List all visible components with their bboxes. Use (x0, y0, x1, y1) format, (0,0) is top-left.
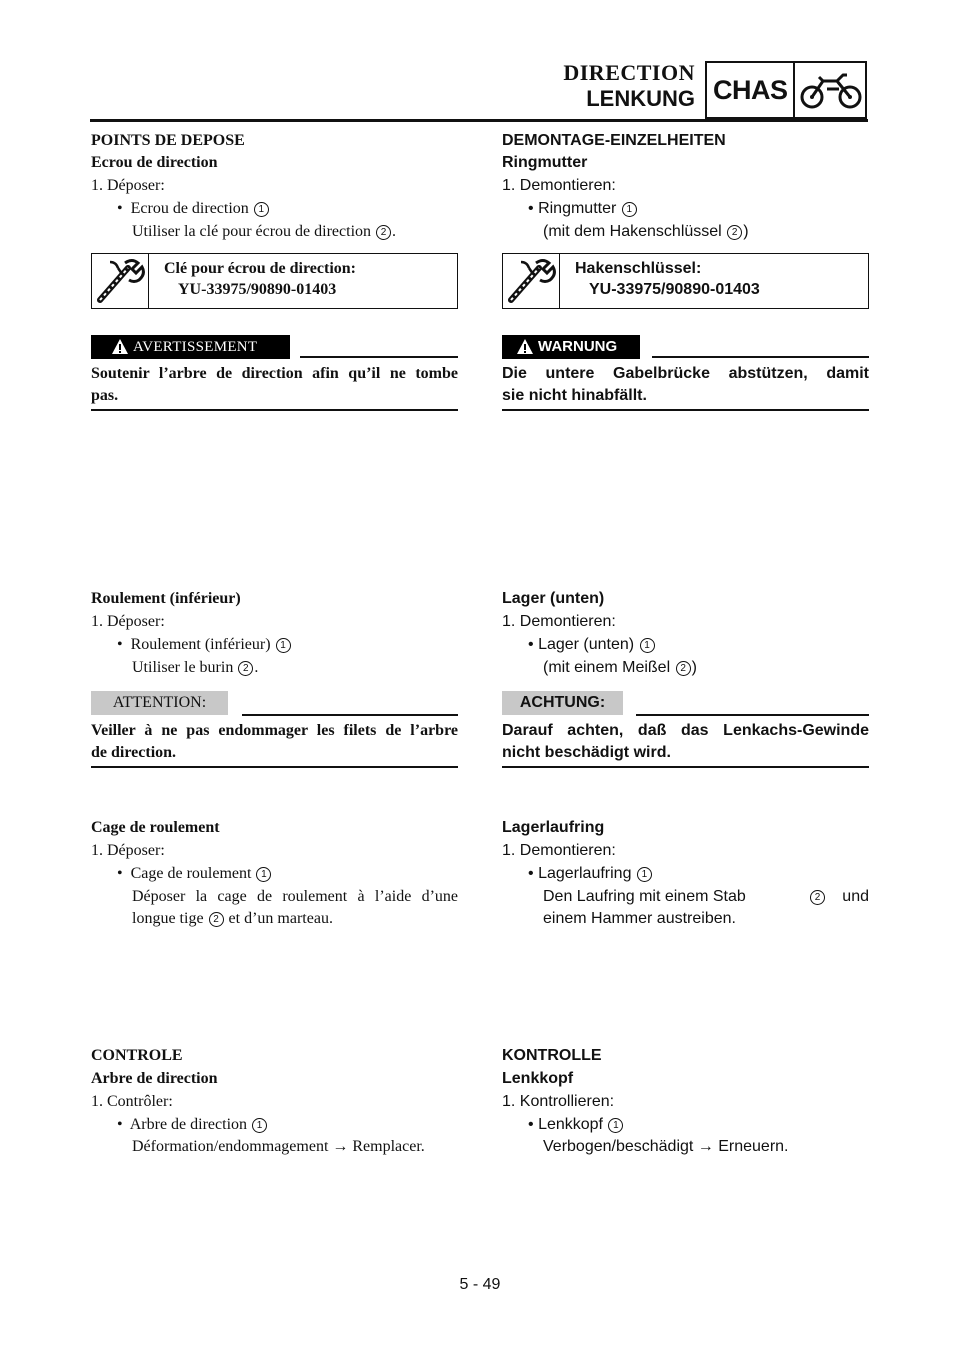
callout-2: 2 (810, 890, 825, 905)
callout-1: 1 (254, 202, 269, 217)
de-attention-text-line1: Darauf achten, daß das Lenkachs-Gewinde (502, 722, 869, 739)
de-warning-title: WARNUNG (538, 338, 618, 355)
de-warning-rule-top (652, 356, 869, 358)
wrench-icon (503, 254, 559, 308)
de-attention-label: ACHTUNG: (502, 691, 623, 715)
chas-badge (705, 61, 867, 119)
fr-item-ecrou: Ecrou de direction (130, 200, 249, 217)
de-bullet-item-4 (528, 1114, 624, 1136)
de-note-text: Den Laufring mit einem Stab (543, 888, 746, 905)
de-special-tool-box (502, 253, 869, 309)
fr-attention-rule-top (242, 714, 458, 716)
fr-warning-text-line2: pas. (91, 387, 119, 404)
bullet: • (528, 1116, 534, 1133)
de-note (543, 221, 749, 243)
de-bullet-item-2 (528, 634, 656, 656)
de-step-2: 1. Demontieren: (502, 613, 616, 630)
de-warning-label (502, 335, 640, 359)
fr-tool-name: Clé pour écrou de direction: (164, 260, 356, 277)
callout-1: 1 (256, 867, 271, 882)
callout-1: 1 (252, 1118, 267, 1133)
bullet: • (117, 865, 123, 882)
fr-item-cage: Cage de roulement (130, 865, 252, 882)
chas-badge-label: CHAS (713, 75, 788, 105)
header-title-fr: DIRECTION (563, 60, 695, 85)
bullet: • (117, 1116, 123, 1133)
de-note-text: (mit einem Meißel (543, 659, 671, 676)
fr-item-roulement: Roulement (inférieur) (130, 636, 271, 653)
period: . (254, 659, 259, 676)
bullet: • (528, 200, 534, 217)
de-note-4: Verbogen/beschädigt → Erneuern. (543, 1138, 789, 1155)
fr-attention-text-line2: de direction. (91, 744, 177, 761)
callout-1: 1 (637, 867, 652, 882)
de-step-3: 1. Demontieren: (502, 842, 616, 859)
wrench-icon-cell (503, 254, 560, 308)
de-note-2 (543, 657, 697, 679)
callout-1: 1 (622, 202, 637, 217)
bullet: • (117, 636, 123, 653)
fr-step-2: 1. Déposer: (91, 613, 165, 630)
de-tool-part-number: YU-33975/90890-01403 (589, 281, 760, 298)
fr-bullet-item-2 (117, 634, 292, 656)
fr-special-tool-box (91, 253, 458, 309)
fr-bullet-item-4 (117, 1114, 268, 1136)
de-item-lager: Lager (unten) (538, 636, 635, 653)
de-step-4: 1. Kontrollieren: (502, 1093, 615, 1110)
fr-note-text: longue tige (132, 910, 204, 927)
de-attention-text-line2: nicht beschädigt wird. (502, 744, 671, 761)
de-subheading-lager: Lager (unten) (502, 590, 605, 607)
fr-note (132, 221, 396, 243)
warning-icon (111, 338, 129, 363)
period: . (392, 223, 397, 240)
fr-attention-label: ATTENTION: (91, 691, 228, 715)
warning-icon (516, 338, 534, 363)
de-step-1: 1. Demontieren: (502, 177, 616, 194)
bullet: • (528, 636, 534, 653)
fr-subheading-arbre: Arbre de direction (91, 1070, 218, 1087)
de-attention-rule-bottom (502, 766, 869, 768)
fr-step-3: 1. Déposer: (91, 842, 165, 859)
fr-step-1: 1. Déposer: (91, 177, 165, 194)
fr-item-arbre: Arbre de direction (129, 1116, 248, 1133)
de-warning-text-line1: Die untere Gabelbrücke abstützen, damit (502, 365, 869, 382)
wrench-icon-cell (92, 254, 149, 308)
close-paren: ) (691, 659, 697, 676)
fr-tool-part-number: YU-33975/90890-01403 (178, 281, 337, 298)
callout-2: 2 (238, 661, 253, 676)
de-item-lenkkopf: Lenkkopf (538, 1116, 603, 1133)
fr-bullet-item (117, 198, 270, 220)
de-subheading-lenkkopf: Lenkkopf (502, 1070, 574, 1087)
fr-subheading-roulement: Roulement (inférieur) (91, 590, 241, 607)
fr-subheading-cage: Cage de roulement (91, 819, 220, 836)
bullet: • (117, 200, 123, 217)
de-bullet-item-3 (528, 863, 653, 885)
callout-2: 2 (676, 661, 691, 676)
fr-section-heading-controle: CONTROLE (91, 1047, 183, 1064)
fr-bullet-item-3 (117, 863, 272, 885)
de-note-3-line2: einem Hammer austreiben. (543, 910, 736, 927)
de-item-lagerlaufring: Lagerlaufring (538, 865, 632, 882)
de-note-3-line1 (543, 886, 869, 908)
header-title-de: LENKUNG (586, 86, 695, 111)
fr-warning-label (91, 335, 290, 359)
fr-attention-rule-bottom (91, 766, 458, 768)
de-warning-rule-bottom (502, 409, 869, 411)
bullet: • (528, 865, 534, 882)
page-number: 5 - 49 (459, 1276, 501, 1293)
wrench-icon (92, 254, 148, 308)
de-bullet-item (528, 198, 638, 220)
de-subheading-ringmutter: Ringmutter (502, 154, 588, 171)
fr-subheading-ecrou: Ecrou de direction (91, 154, 218, 171)
fr-note-text: et d’un marteau. (228, 910, 333, 927)
de-section-heading-kontrolle: KONTROLLE (502, 1047, 602, 1064)
de-item-ringmutter: Ringmutter (538, 200, 617, 217)
callout-1: 1 (276, 638, 291, 653)
de-note-text: (mit dem Hakenschlüssel (543, 223, 722, 240)
motorcycle-icon (799, 71, 863, 111)
de-tool-name: Hakenschlüssel: (575, 260, 702, 277)
fr-note-2 (132, 657, 258, 679)
de-warning-text-line2: sie nicht hinabfällt. (502, 387, 647, 404)
fr-note-text: Utiliser la clé pour écrou de direction (132, 223, 372, 240)
de-attention-rule-top (636, 714, 869, 716)
fr-warning-title: AVERTISSEMENT (133, 339, 258, 355)
de-note-text: und (842, 888, 869, 905)
de-subheading-lagerlaufring: Lagerlaufring (502, 819, 605, 836)
de-section-heading-demontage: DEMONTAGE-EINZELHEITEN (502, 132, 726, 149)
callout-1: 1 (640, 638, 655, 653)
callout-2: 2 (727, 225, 742, 240)
fr-note-3-line2 (132, 908, 333, 930)
fr-section-heading-depose: POINTS DE DEPOSE (91, 132, 245, 149)
fr-note-text: Utiliser le burin (132, 659, 234, 676)
fr-attention-text-line1: Veiller à ne pas endommager les filets de l’arbre (91, 722, 458, 739)
callout-2: 2 (209, 912, 224, 927)
fr-warning-text-line1: Soutenir l’arbre de direction afin qu’il ne tombe (91, 365, 458, 382)
callout-2: 2 (376, 225, 391, 240)
close-paren: ) (743, 223, 749, 240)
fr-note-4: Déformation/endommagement → Remplacer. (132, 1138, 425, 1155)
fr-step-4: 1. Contrôler: (91, 1093, 173, 1110)
fr-note-3-line1: Déposer la cage de roulement à l’aide d’une (132, 888, 458, 905)
fr-warning-rule-bottom (91, 409, 458, 411)
header-rule (90, 119, 868, 122)
fr-warning-rule-top (300, 356, 458, 358)
callout-1: 1 (608, 1118, 623, 1133)
